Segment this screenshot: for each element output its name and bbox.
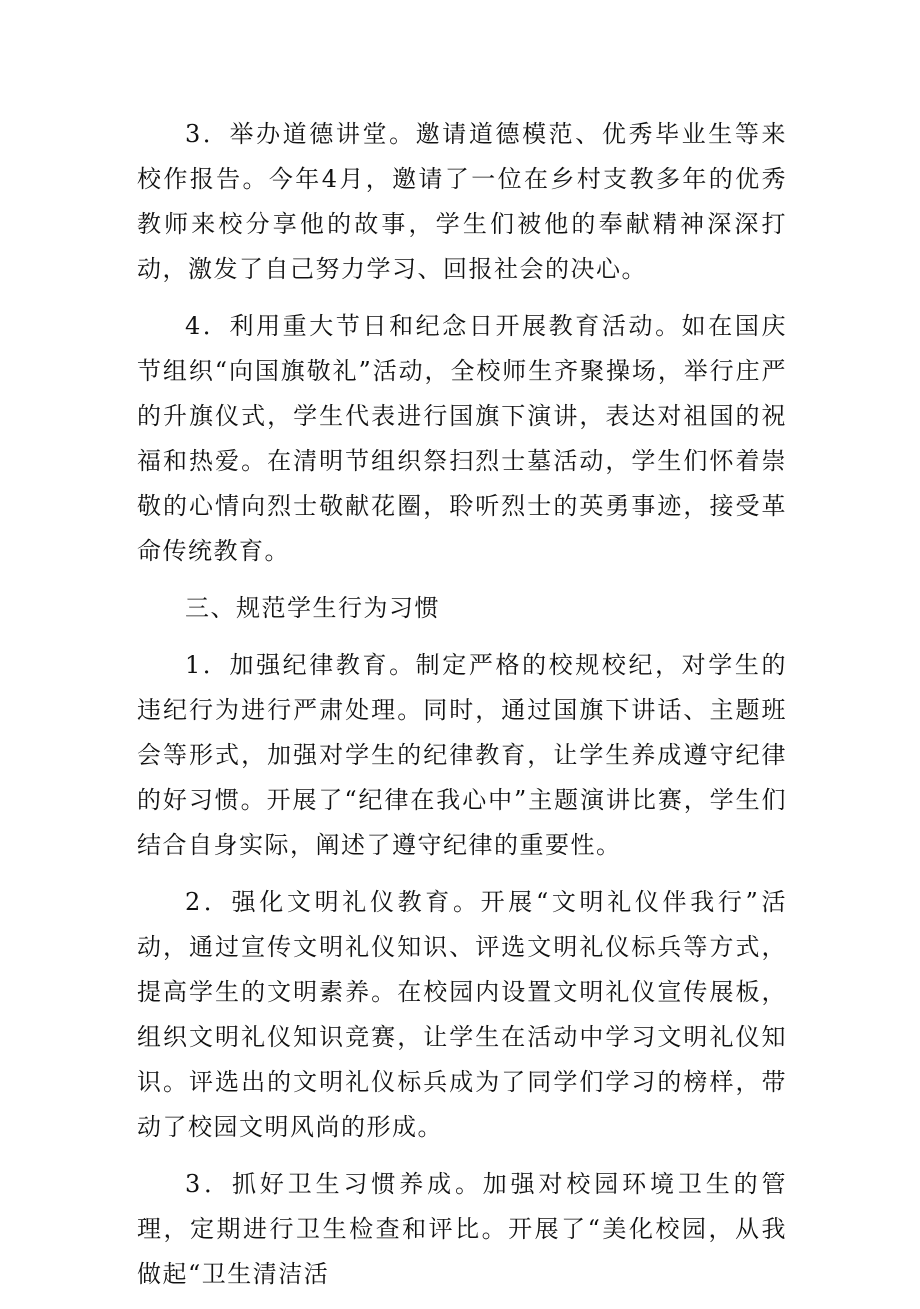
paragraph-hygiene-habits: 3．抓好卫生习惯养成。加强对校园环境卫生的管理，定期进行卫生检查和评比。开展了“美化校园，从我做起“卫生清洁活 [137, 1170, 787, 1288]
section-heading-behavior: 三、规范学生行为习惯 [185, 594, 440, 622]
paragraph-moral-lecture: 3．举办道德讲堂。邀请道德模范、优秀毕业生等来校作报告。今年4月，邀请了一位在乡村支教多年的优秀教师来校分享他的故事，学生们被他的奉献精神深深打动，激发了自己努力学习、回报社会的决心。 [137, 120, 787, 283]
paragraph-holiday-activities: 4．利用重大节日和纪念日开展教育活动。如在国庆节组织“向国旗敬礼”活动，全校师生齐聚操场，举行庄严的升旗仪式，学生代表进行国旗下演讲，表达对祖国的祝福和热爱。在清明节组织祭扫烈士墓活动，学生们怀着崇敬的心情向烈士敬献花圈，聆听烈士的英勇事迹，接受革命传统教育。 [137, 312, 787, 565]
document-body [137, 112, 787, 1309]
paragraph-discipline-education: 1．加强纪律教育。制定严格的校规校纪，对学生的违纪行为进行严肃处理。同时，通过国旗下讲话、主题班会等形式，加强对学生的纪律教育，让学生养成遵守纪律的好习惯。开展了“纪律在我心中”主题演讲比赛，学生们结合自身实际，阐述了遵守纪律的重要性。 [137, 651, 787, 859]
paragraph-etiquette-education: 2．强化文明礼仪教育。开展“文明礼仪伴我行”活动，通过宣传文明礼仪知识、评选文明礼仪标兵等方式，提高学生的文明素养。在校园内设置文明礼仪宣传展板，组织文明礼仪知识竞赛，让学生在活动中学习文明礼仪知识。评选出的文明礼仪标兵成为了同学们学习的榜样，带动了校园文明风尚的形成。 [137, 888, 787, 1141]
